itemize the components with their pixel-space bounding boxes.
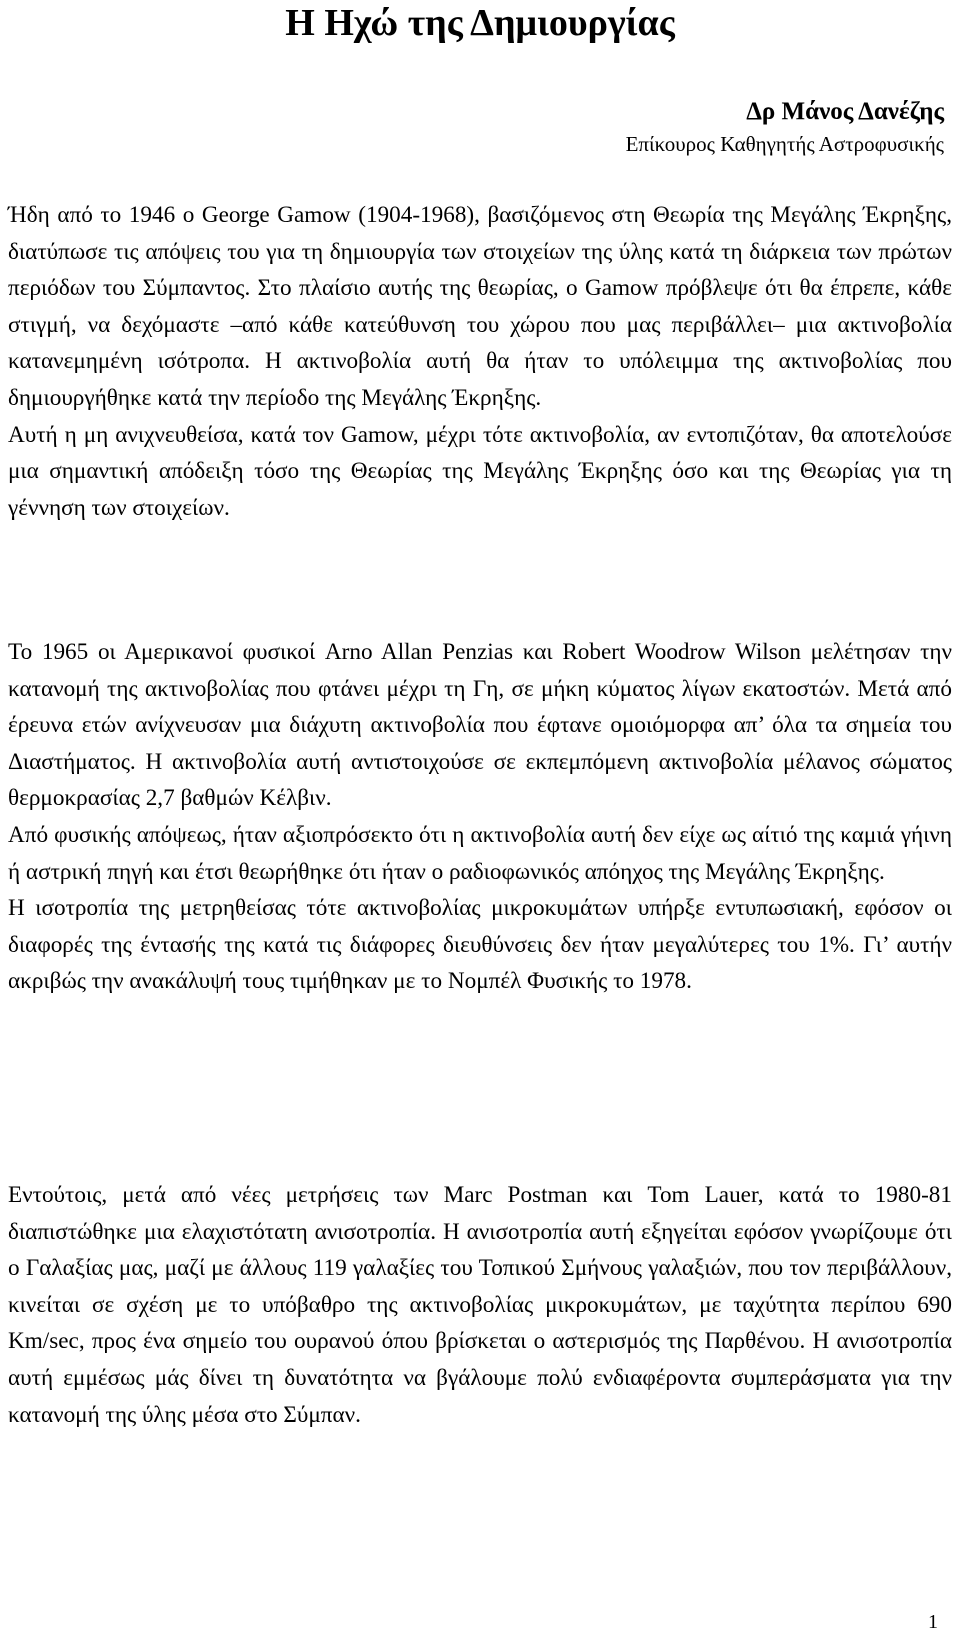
author-name: Δρ Μάνος Δανέζης (746, 98, 944, 125)
paragraph: Ήδη από το 1946 ο George Gamow (1904-1968), βασιζόμενος στη Θεωρία της Μεγάλης Έκρηξης, διατύπωσε τις απόψεις του για τη δημιουργία των στοιχείων της ύλης κατά τη διάρκεια των πρώτων περιόδων του Σύμπαντος. Στο πλαίσιο αυτής της θεωρίας, ο Gamow πρόβλεψε ότι θα έπρεπε, κάθε στιγμή, να δεχόμαστε –από κάθε κατεύθυνση του χώρου που μας περιβάλλει– μια ακτινοβολία κατανεμημένη ισότροπα. Η ακτινοβολία αυτή θα ήταν το υπόλειμμα της ακτινοβολίας που δημιουργήθηκε κατά την περίοδο της Μεγάλης Έκρηξης. Αυτή η μη ανιχνευθείσα, κατά τον Gamow, μέχρι τότε ακτινοβολία, αν εντοπιζόταν, θα αποτελούσε μια σημαντική απόδειξη τόσο της Θεωρίας της Μεγάλης Έκρηξης όσο και της Θεωρίας για τη γέννηση των στοιχείων. (8, 202, 952, 521)
paragraph: Το 1965 οι Αμερικανοί φυσικοί Arno Allan Penzias και Robert Woodrow Wilson μελέτησαν την κατανομή της ακτινοβολίας που φτάνει μέχρι τη Γη, σε μήκη κύματος λίγων εκατοστών. Μετά από έρευνα ετών ανίχνευσαν μια διάχυτη ακτινοβολία που έφτανε ομοιόμορφα απ’ όλα τα σημεία του Διαστήματος. Η ακτινοβολία αυτή αντιστοιχούσε σε εκπεμπόμενη ακτινοβολία μέλανος σώματος θερμοκρασίας 2,7 βαθμών Κέλβιν. Από φυσικής απόψεως, ήταν αξιοπρόσεκτο ότι η ακτινοβολία αυτή δεν είχε ως αίτιό της καμιά γήινη ή αστρική πηγή και έτσι θεωρήθηκε ότι ήταν ο ραδιοφωνικός απόηχος της Μεγάλης Έκρηξης. Η ισοτροπία της μετρηθείσας τότε ακτινοβολίας μικροκυμάτων υπήρξε εντυπωσιακή, εφόσον οι διαφορές της έντασής της κατά τις διάφορες διευθύνσεις δεν ήταν μεγαλύτερες του 1%. Γι’ αυτήν ακριβώς την ανακάλυψή τους τιμήθηκαν με το Νομπέλ Φυσικής το 1978. (8, 639, 952, 995)
document-title: Η Ηχώ της Δημιουργίας (285, 2, 675, 44)
page-number: 1 (928, 1611, 938, 1633)
paragraph: Εντούτοις, μετά από νέες μετρήσεις των Marc Postman και Tom Lauer, κατά το 1980-81 διαπιστώθηκε μια ελαχιστότατη ανισοτροπία. Η ανισοτροπία αυτή εξηγείται εφόσον γνωρίζουμε ότι ο Γαλαξίας μας, μαζί με άλλους 119 γαλαξίες του Τοπικού Σμήνους γαλαξιών, που τον περιβάλλουν, κινείται σε σχέση με το υπόβαθρο της ακτινοβολίας μικροκυμάτων, με ταχύτητα περίπου 690 Km/sec, προς ένα σημείο του ουρανού όπου βρίσκεται ο αστερισμός της Παρθένου. Η ανισοτροπία αυτή εμμέσως μάς δίνει τη δυνατότητα να βγάλουμε πολύ ενδιαφέροντα συμπεράσματα για την κατανομή της ύλης μέσα στο Σύμπαν. (8, 1182, 952, 1428)
author-affiliation: Επίκουρος Καθηγητής Αστροφυσικής (625, 132, 944, 156)
